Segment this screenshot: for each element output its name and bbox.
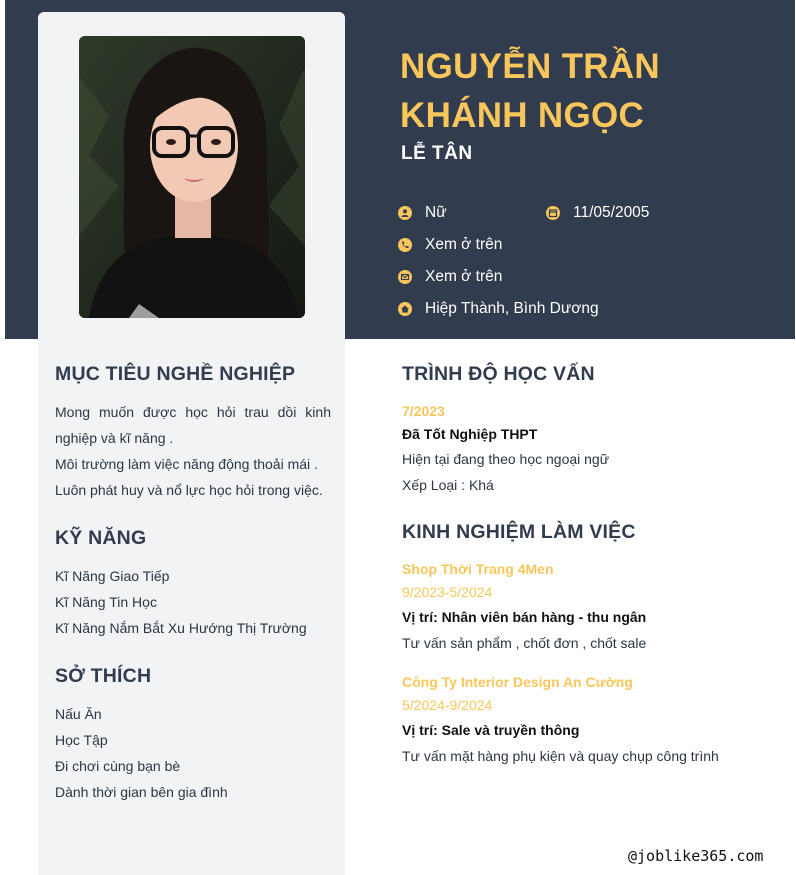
job-position: Vị trí: Nhân viên bán hàng - thu ngân [402,609,647,625]
address-value: Hiệp Thành, Bình Dương [425,300,599,317]
email-value: Xem ở trên [425,268,503,285]
objective-line-1: Mong muốn được học hỏi trau dồi kinh nghiệp và kĩ năng . [55,404,331,446]
job-period: 9/2023-5/2024 [402,584,493,600]
envelope-icon [398,270,412,284]
job-company: Công Ty Interior Design An Cường [402,674,633,690]
hobby-item: Học Tập [55,732,108,748]
address-row [398,300,599,318]
objective-title: MỤC TIÊU NGHỀ NGHIỆP [55,363,296,385]
profile-photo [79,36,305,318]
job-position: Vị trí: Sale và truyền thông [402,722,580,738]
name-line-1: NGUYỄN TRẦN [400,47,660,86]
skill-item: Kĩ Năng Giao Tiếp [55,568,170,584]
education-note: Hiện tại đang theo học ngoại ngữ [402,451,610,467]
job-description: Tư vấn mặt hàng phụ kiện và quay chụp công trình [402,748,719,764]
job-description: Tư vấn sản phẩm , chốt đơn , chốt sale [402,635,647,651]
home-icon [398,302,412,316]
education-title: TRÌNH ĐỘ HỌC VẤN [402,363,595,385]
gender-value: Nữ [425,204,447,221]
objective-line-3: Luôn phát huy và nổ lực học hỏi trong việc. [55,482,323,498]
job-title: LỄ TÂN [401,143,473,164]
objective-line-2: Môi trường làm việc năng động thoải mái . [55,456,318,472]
portrait-illustration [79,36,305,318]
skill-item: Kĩ Năng Tin Học [55,594,157,610]
birthdate-row [546,204,649,222]
education-date: 7/2023 [402,403,445,419]
gender-row [398,204,447,222]
calendar-icon [546,206,560,220]
hobby-item: Đi chơi cùng bạn bè [55,758,181,774]
hobby-item: Nấu Ăn [55,706,102,722]
hobbies-title: SỞ THÍCH [55,665,152,687]
birthdate-value: 11/05/2005 [573,204,650,221]
watermark: @joblike365.com [628,847,764,865]
skills-title: KỸ NĂNG [55,527,147,549]
job-company: Shop Thời Trang 4Men [402,561,554,577]
education-grade: Xếp Loại : Khá [402,477,494,493]
skill-item: Kĩ Năng Nắm Bắt Xu Hướng Thị Trường [55,620,307,636]
phone-value: Xem ở trên [425,236,503,253]
email-row [398,268,502,286]
person-icon [398,206,412,220]
phone-icon [398,238,412,252]
hobby-item: Dành thời gian bên gia đình [55,784,228,800]
phone-row [398,236,502,254]
job-period: 5/2024-9/2024 [402,697,493,713]
education-degree: Đã Tốt Nghiệp THPT [402,426,538,442]
experience-title: KINH NGHIỆM LÀM VIỆC [402,521,636,543]
name-line-2: KHÁNH NGỌC [400,96,645,135]
candidate-name [400,42,730,140]
